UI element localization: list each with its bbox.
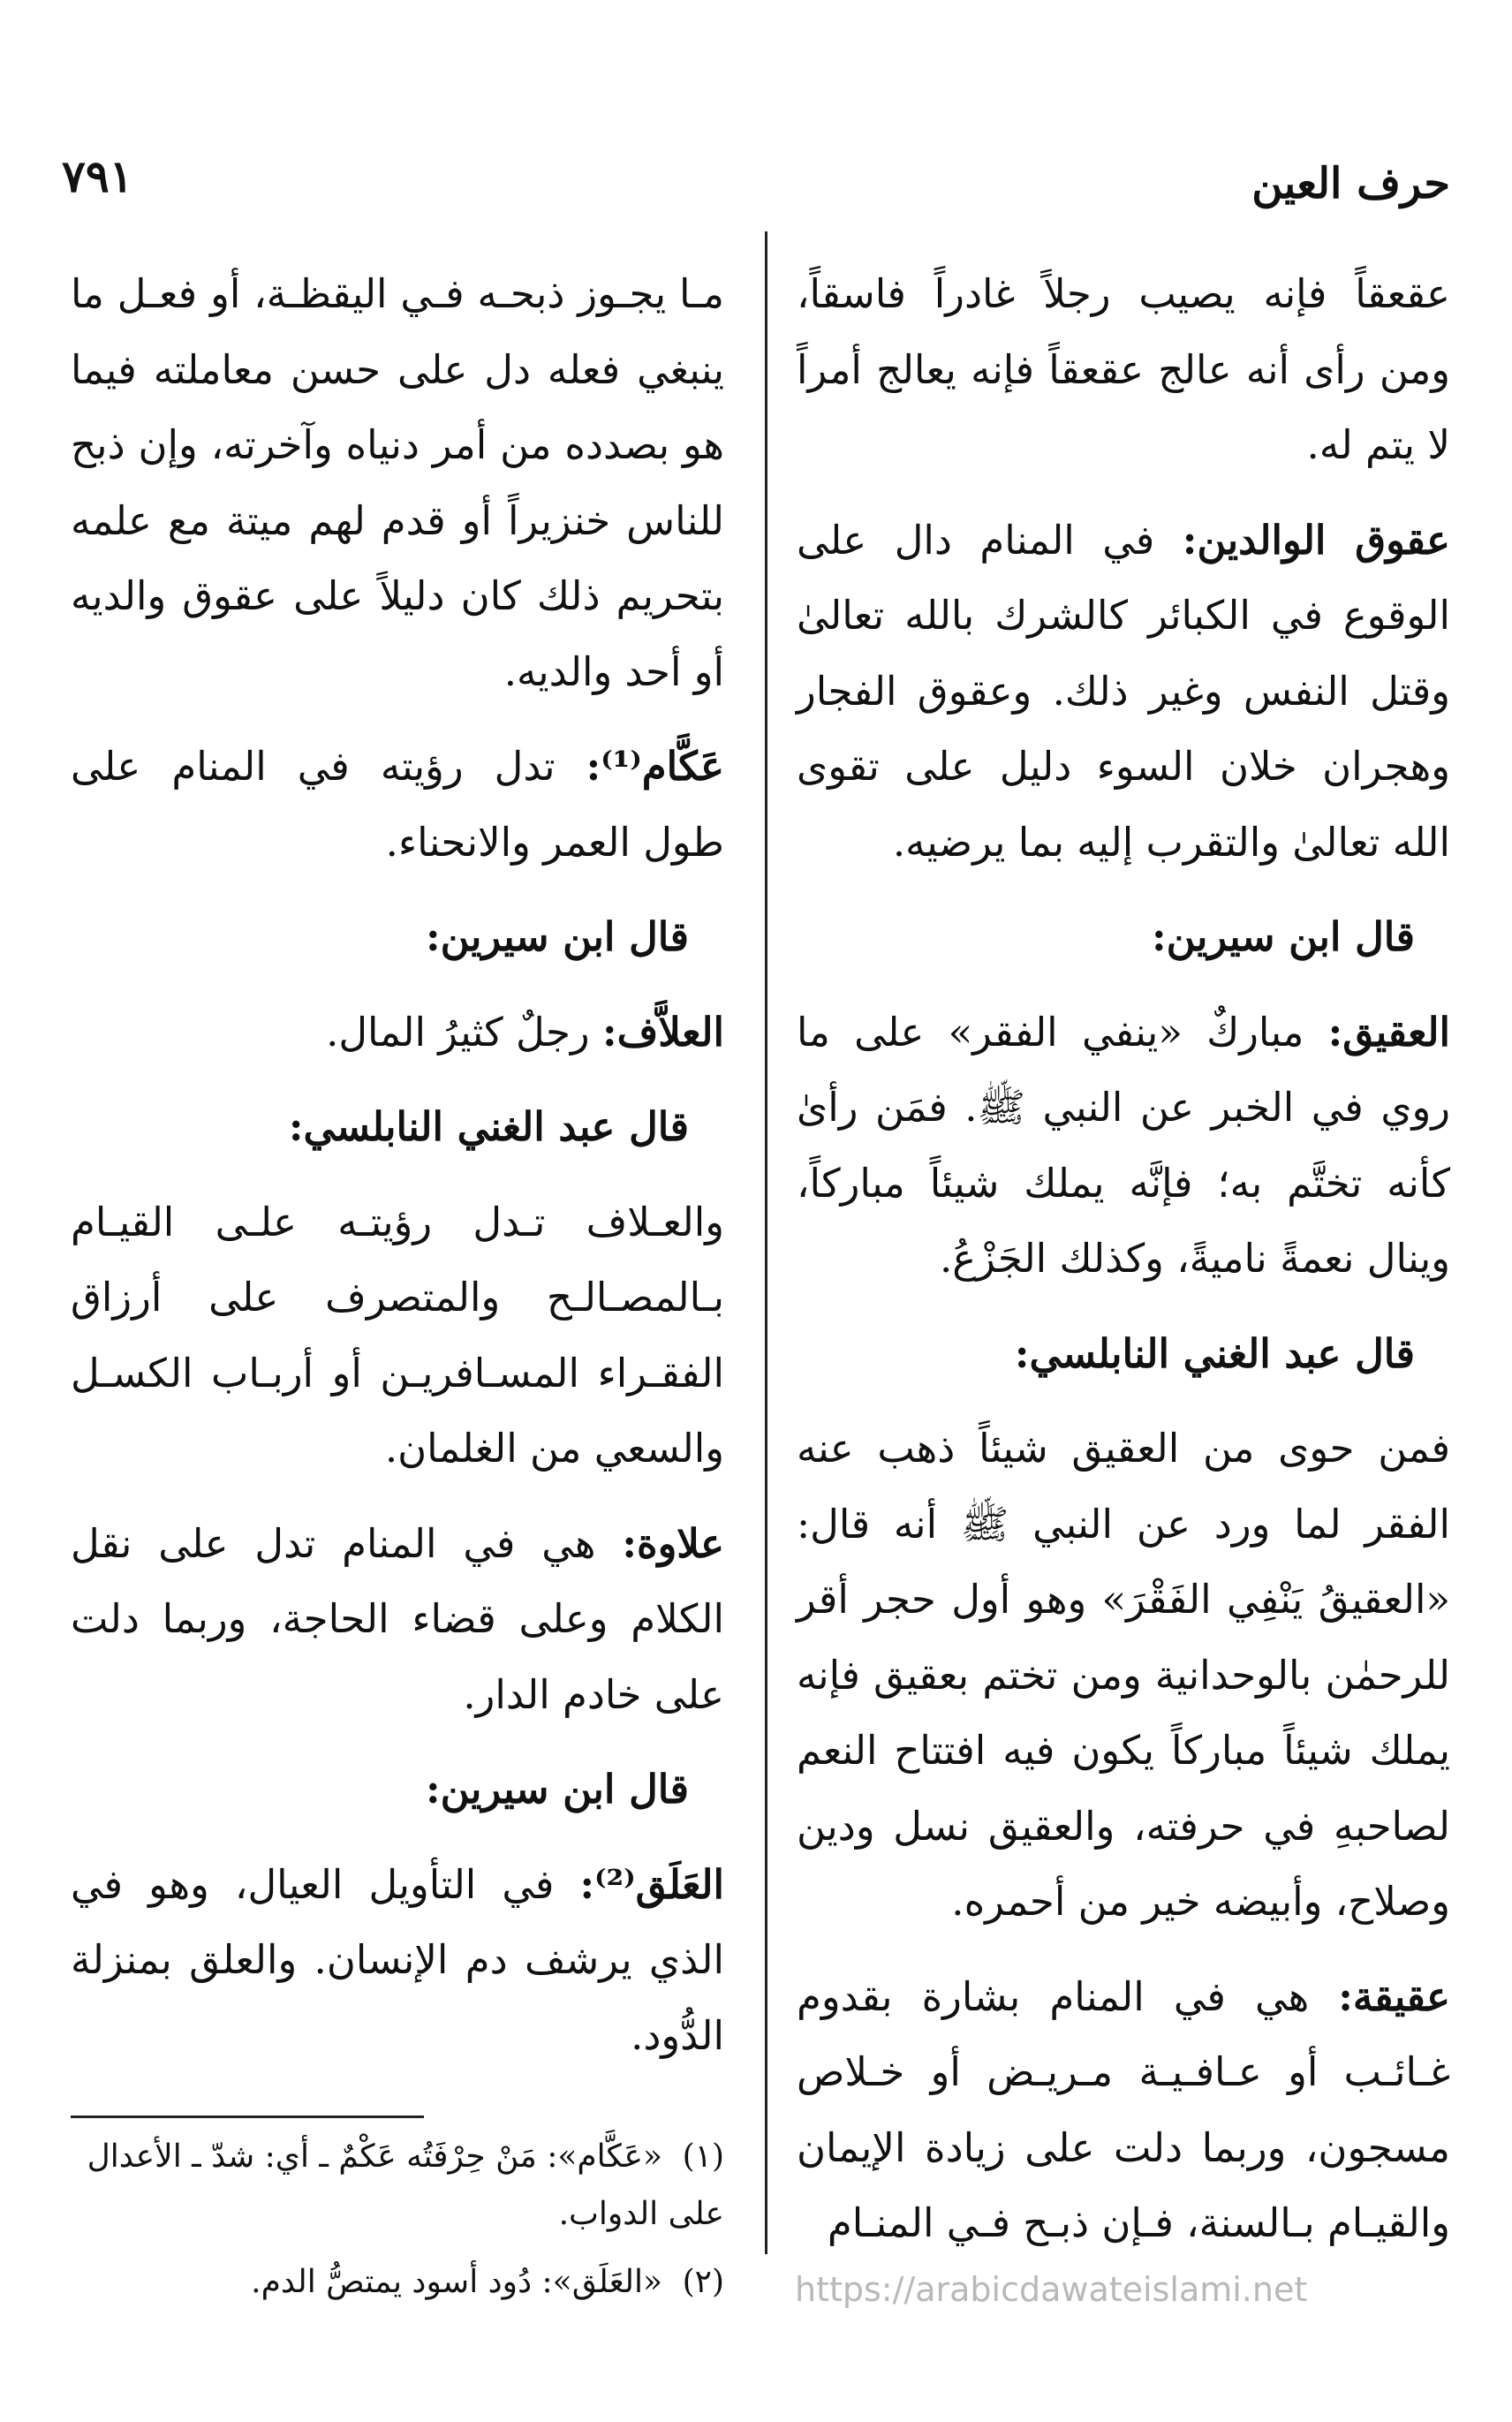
page-number: ٧٩١: [62, 150, 133, 202]
footnote-separator: [71, 2115, 424, 2118]
column-divider: [765, 231, 767, 2254]
paragraph: علاوة: هي في المنام تدل على نقل الكلام وعلى قضاء الحاجة، وربما دلت على خادم الدار.: [71, 1519, 724, 1718]
right-column: [797, 256, 1450, 2281]
section-subheading: قال عبد الغني النابلسي:: [1014, 1329, 1415, 1377]
paragraph: عَكَّام⁽¹⁾: تدل رؤيته في المنام على طول العمر والانحناء.: [71, 743, 724, 866]
footnote-text: «عَكَّام»: مَنْ حِرْفَتُه عَكْمٌ ـ أي: شدّ ـ الأعدال على الدواب.: [87, 2138, 724, 2232]
footnote: [71, 2254, 724, 2312]
left-column: [71, 256, 724, 2093]
paragraph: عقعقاً فإنه يصيب رجلاً غادراً فاسقاً، ومن رأى أنه عالج عقعقاً فإنه يعالج أمراً لا يتم له.: [797, 270, 1450, 468]
entry-term: العقيق:: [1327, 1008, 1450, 1056]
entry-term: العلاَّف:: [601, 1008, 724, 1056]
paragraph: مـا يجـوز ذبحـه فـي اليقظـة، أو فعـل ما ينبغي فعله دل على حسن معاملته فيما هو بصدده من أمر دنياه وآخرته، وإن ذبح للناس خنزيراً أو قدم لهم ميتة مع علمه بتحريم ذلك كان دليلاً على عقوق والديه أو أحد والديه.: [71, 270, 724, 695]
entry-term: عقوق الوالدين:: [1182, 516, 1450, 564]
paragraph: العَلَق⁽²⁾: في التأويل العيال، وهو في الذي يرشف دم الإنسان. والعلق بمنزلة الدُّود.: [71, 1860, 724, 2059]
entry-term: العَلَق⁽²⁾:: [579, 1860, 724, 1908]
section-subheading: قال ابن سيرين:: [1151, 913, 1415, 960]
watermark: https://arabicdawateislami.net: [795, 2270, 1308, 2309]
page-header-title: حرف العين: [1251, 159, 1450, 208]
entry-term: عقيقة:: [1338, 1972, 1450, 2020]
section-subheading: قال عبد الغني النابلسي:: [288, 1103, 689, 1150]
footnote-number: (٢): [682, 2263, 724, 2300]
footnote-text: «العَلَق»: دُود أسود يمتصُّ الدم.: [251, 2263, 662, 2300]
footnotes: [71, 2129, 724, 2321]
paragraph: العقيق: مباركٌ «ينفي الفقر» على ما روي في الخبر عن النبي ﷺ. فمَن رأىٰ كأنه تختَّم به؛ فإنَّه يملك شيئاً مباركاً، وينال نعمةً ناميةً، وكذلك الجَزْعُ.: [797, 1008, 1450, 1282]
paragraph: العلاَّف: رجلٌ كثيرُ المال.: [326, 1008, 724, 1056]
paragraph: فمن حوى من العقيق شيئاً ذهب عنه الفقر لما ورد عن النبي ﷺ أنه قال: «العقيقُ يَنْفِي الفَقْرَ» وهو أول حجر أقر للرحمٰن بالوحدانية ومن تختم بعقيق فإنه يملك شيئاً مباركاً يكون فيه افتتاح النعم لصاحبهِ في حرفته، والعقيق نسل ودين وصلاح، وأبيضه خير من أحمره.: [797, 1425, 1450, 1925]
entry-term: علاوة:: [622, 1519, 724, 1567]
section-subheading: قال ابن سيرين:: [425, 1766, 689, 1813]
paragraph: عقوق الوالدين: في المنام دال على الوقوع في الكبائر كالشرك بالله تعالىٰ وقتل النفس وغير ذلك. وعقوق الفجار وهجران خلان السوء دليل على تقوى الله تعالىٰ والتقرب إليه بما يرضيه.: [797, 516, 1450, 866]
entry-term: عَكَّام⁽¹⁾:: [586, 743, 724, 790]
paragraph: عقيقة: هي في المنام بشارة بقدوم غـائـب أو عـافـيـة مـريـض أو خـلاص مسجون، وربما دلت على زيادة الإيمان والقيـام بـالسنة، فـإن ذبـح فـي المنـام: [797, 1972, 1450, 2246]
footnote-number: (١): [682, 2138, 724, 2175]
section-subheading: قال ابن سيرين:: [425, 913, 689, 960]
paragraph: والعـلاف تـدل رؤيتـه علـى القيـام بـالمصـالـح والمتصرف على أرزاق الفقـراء المسـافريـن أو أربـاب الكسـل والسعي من الغلمان.: [71, 1198, 724, 1472]
footnote: [71, 2129, 724, 2244]
